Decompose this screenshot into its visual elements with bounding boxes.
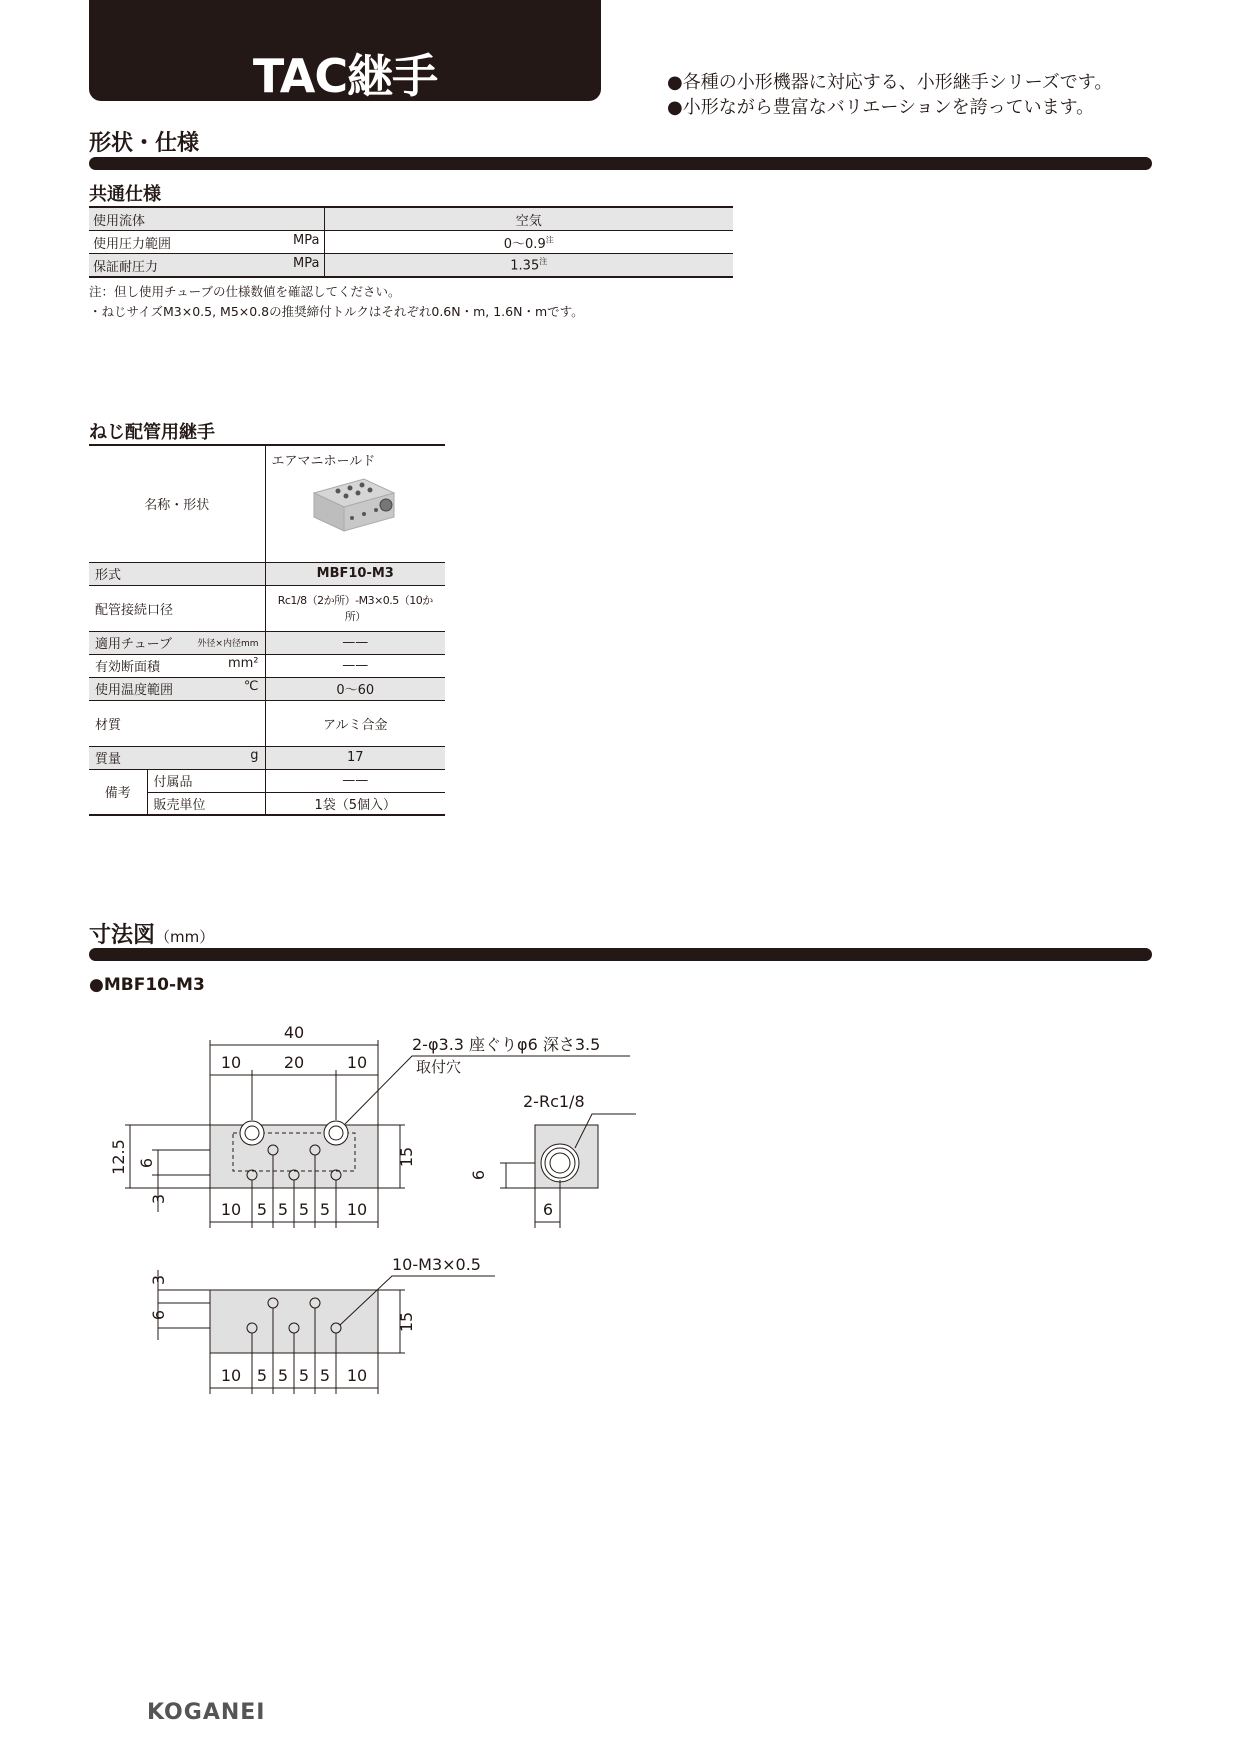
thread-fitting-table — [89, 444, 445, 816]
table-row — [89, 207, 733, 231]
row-label: 使用温度範囲 ℃ — [89, 677, 265, 700]
pitch-label: 5 — [277, 1366, 289, 1385]
dimensions-unit: （mm） — [155, 928, 215, 946]
common-spec-table — [89, 206, 733, 278]
dim-bottom-15: 15 — [397, 1311, 416, 1333]
row-label: 配管接続口径 — [89, 585, 265, 631]
pitch-label: 5 — [277, 1200, 289, 1219]
dim-side-6h: 6 — [542, 1200, 554, 1219]
drawing-model-label: ●MBF10-M3 — [89, 975, 205, 995]
dimensions-heading — [89, 918, 214, 949]
spec-label: 保証耐圧力 MPa — [89, 254, 324, 278]
pitch-label: 5 — [319, 1366, 331, 1385]
common-spec-title: 共通仕様 — [89, 184, 161, 205]
pitch-label: 10 — [346, 1366, 368, 1385]
thread-fitting-title: ねじ配管用継手 — [89, 422, 215, 443]
port-value: Rc1/8（2か所）-M3×0.5（10か所） — [265, 585, 445, 631]
section-bar — [89, 948, 1152, 961]
table-row — [89, 445, 445, 562]
remarks-label: 備考 — [89, 769, 147, 815]
row-label: 質量 g — [89, 746, 265, 769]
row-label: 販売単位 — [147, 792, 265, 815]
pitch-label: 5 — [298, 1200, 310, 1219]
page-title: TAC継手 — [252, 49, 438, 103]
spec-value: 0〜$0.9^注$ — [324, 231, 733, 254]
model-value: MBF10-M3 — [265, 562, 445, 585]
material-value: アルミ合金 — [265, 700, 445, 746]
temp-value: 0〜60 — [265, 677, 445, 700]
unit-sale-value: 1袋（5個入） — [265, 792, 445, 815]
note-line: ・ねじサイズM3×0.5, M5×0.8の推奨締付トルクはそれぞれ0.6N・m, 1.6N・mです。 — [89, 304, 584, 319]
pitch-label: 5 — [298, 1366, 310, 1385]
dim-h12-5: 12.5 — [109, 1139, 128, 1175]
dim-mount-hole: 取付穴 — [416, 1058, 462, 1076]
table-row — [89, 631, 445, 654]
dim-m3: 10-M3×0.5 — [392, 1255, 481, 1274]
section-title-shape: 形状・仕様 — [89, 131, 200, 156]
dim-side-6v: 6 — [469, 1169, 488, 1181]
accessory-value: —— — [265, 769, 445, 792]
table-row — [89, 746, 445, 769]
dim-h15: 15 — [397, 1146, 416, 1168]
row-label: 適用チューブ 外径×内径mm — [89, 631, 265, 654]
dimension-drawing — [0, 1000, 700, 1420]
table-row — [89, 769, 445, 792]
dim-w10b: 10 — [346, 1053, 368, 1072]
koganei-logo: KOGANEI — [147, 1700, 266, 1725]
dimensions-title: 寸法図 — [89, 923, 156, 948]
spec-label: 使用流体 — [89, 207, 324, 231]
pitch-label: 5 — [256, 1366, 268, 1385]
pitch-label: 5 — [256, 1200, 268, 1219]
dim-w10a: 10 — [220, 1053, 242, 1072]
dim-h3: 3 — [149, 1193, 168, 1205]
pitch-label: 5 — [319, 1200, 331, 1219]
row-label: 有効断面積 mm² — [89, 654, 265, 677]
manifold-photo — [302, 475, 412, 553]
tube-value: —— — [265, 631, 445, 654]
mass-value: 17 — [265, 746, 445, 769]
dim-total-width: 40 — [283, 1023, 305, 1042]
product-cell — [265, 445, 445, 562]
table-row — [89, 254, 733, 278]
row-label: 付属品 — [147, 769, 265, 792]
dim-bottom-3: 3 — [149, 1274, 168, 1286]
dim-rc: 2-Rc1/8 — [523, 1092, 585, 1111]
dim-h6: 6 — [137, 1157, 156, 1169]
dim-counterbore: 2-φ3.3 座ぐりφ6 深さ3.5 — [412, 1035, 601, 1054]
spec-value: 空気 — [324, 207, 733, 231]
spec-label: 使用圧力範囲 MPa — [89, 231, 324, 254]
intro-line-2: ●小形ながら豊富なバリエーションを誇っています。 — [667, 97, 1095, 118]
note-line: 注：但し使用チューブの仕様数値を確認してください。 — [89, 284, 401, 299]
table-row — [89, 700, 445, 746]
table-row — [89, 677, 445, 700]
area-value: —— — [265, 654, 445, 677]
dim-bottom-6: 6 — [149, 1309, 168, 1321]
pitch-label: 10 — [346, 1200, 368, 1219]
section-bar — [89, 157, 1152, 170]
table-row — [89, 654, 445, 677]
table-row — [89, 231, 733, 254]
dim-w20: 20 — [283, 1053, 305, 1072]
row-label: 材質 — [89, 700, 265, 746]
intro-text — [667, 70, 1112, 120]
row-label: 形式 — [89, 562, 265, 585]
table-row — [89, 562, 445, 585]
product-name: エアマニホールド — [271, 454, 376, 469]
intro-line-1: ●各種の小形機器に対応する、小形継手シリーズです。 — [667, 72, 1113, 93]
name-label: 名称・形状 — [89, 445, 265, 562]
pitch-label: 10 — [220, 1200, 242, 1219]
pitch-label: 10 — [220, 1366, 242, 1385]
spec-notes — [89, 282, 584, 322]
spec-value: $1.35^注$ — [324, 254, 733, 278]
table-row — [89, 585, 445, 631]
